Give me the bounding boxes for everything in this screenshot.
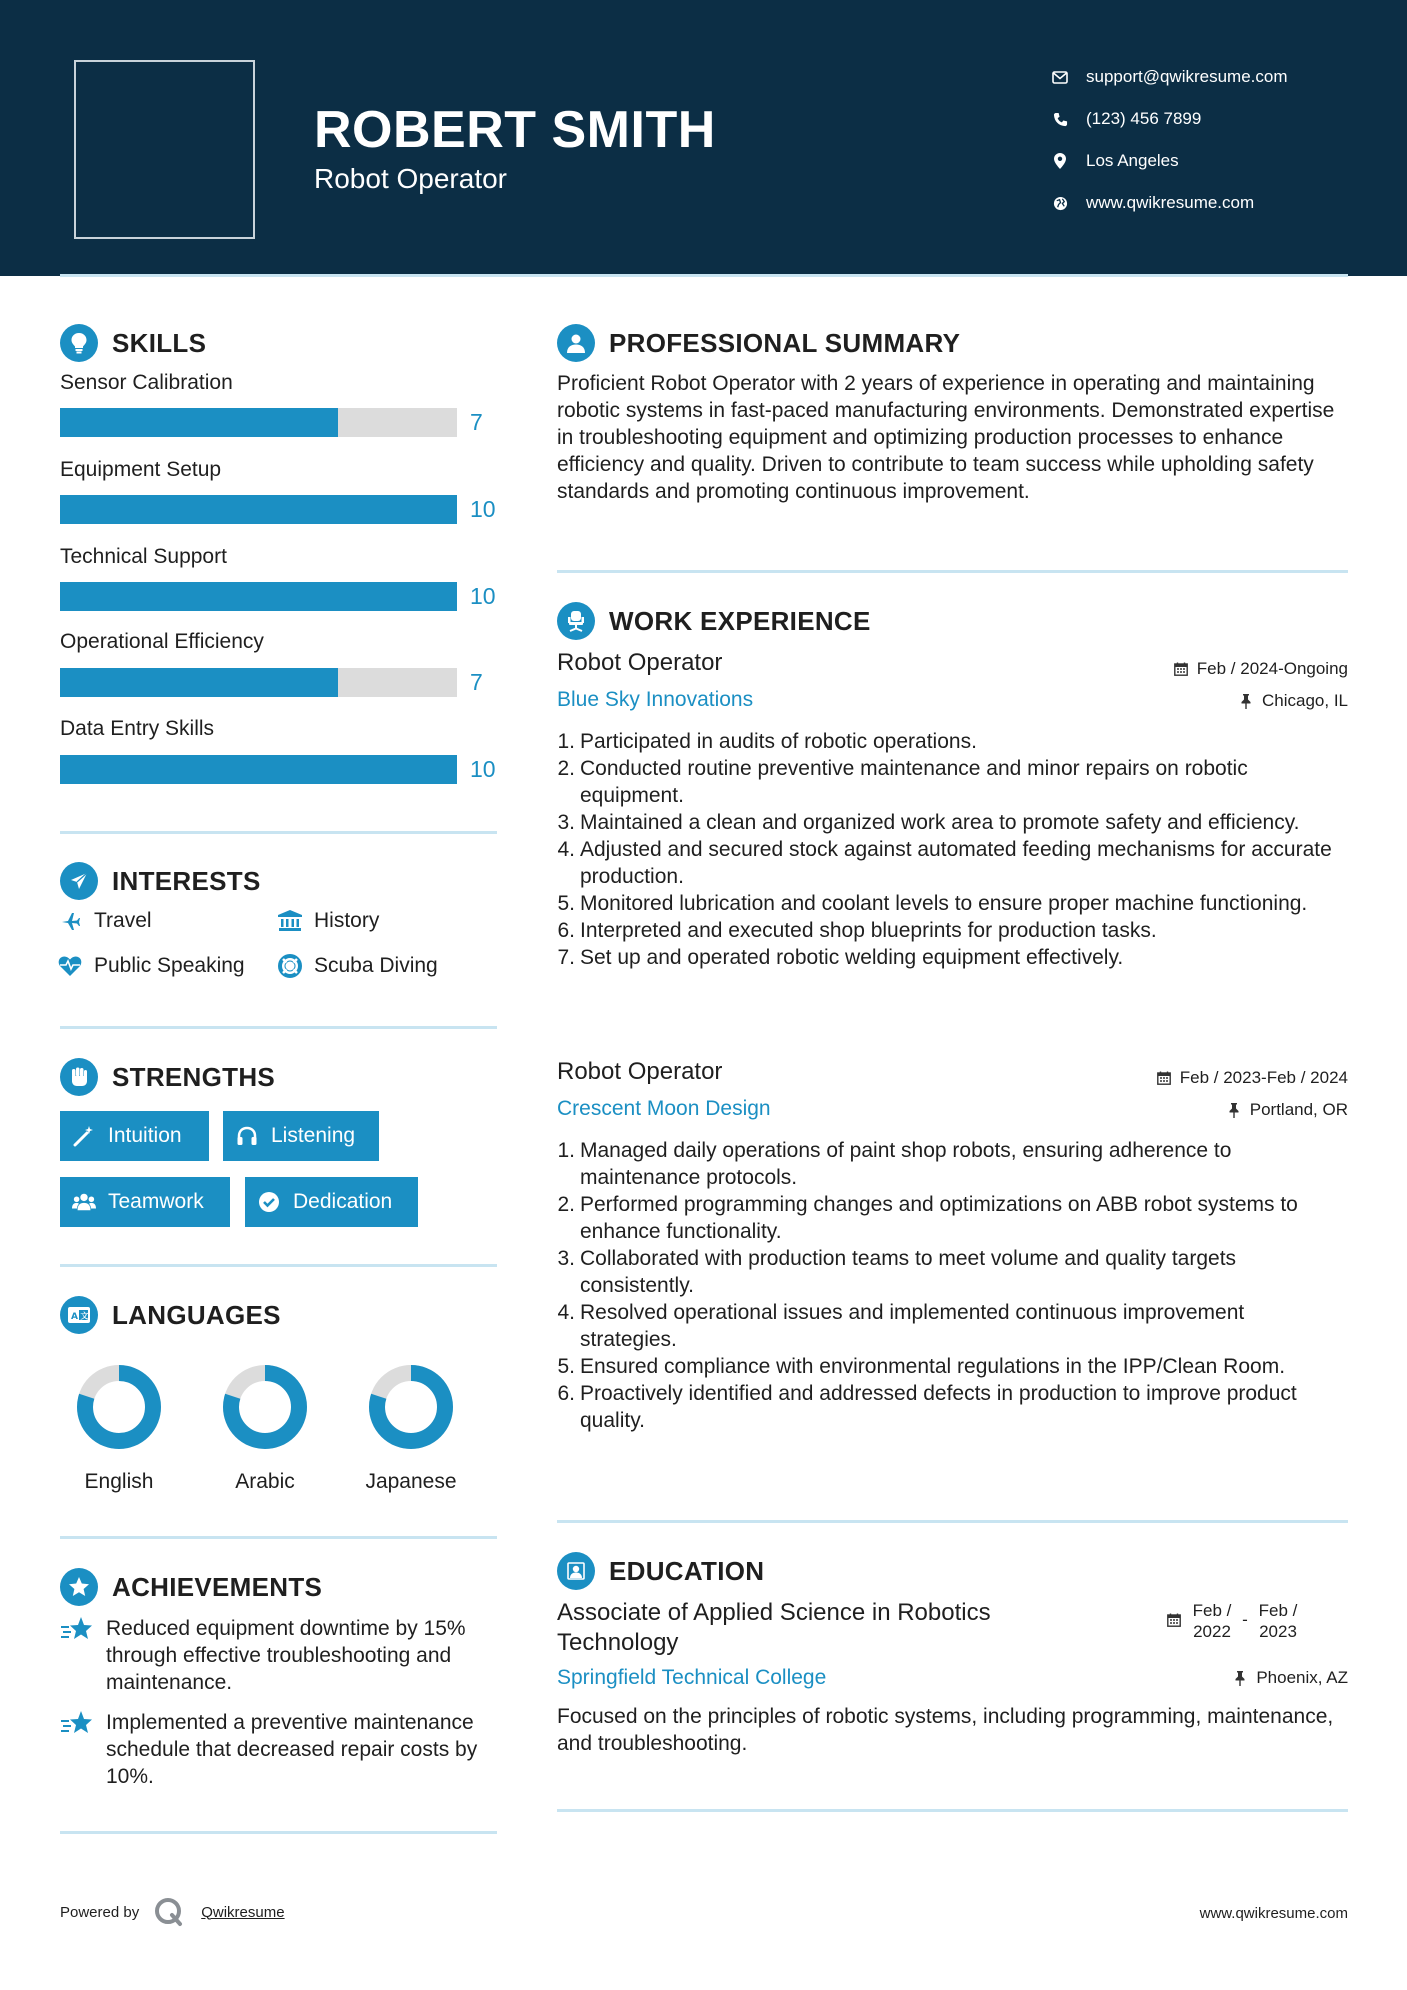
list-item: 5. Monitored lubrication and coolant levels to ensure proper machine functioning. xyxy=(557,892,1308,915)
education-date xyxy=(1166,1600,1300,1642)
resume-header xyxy=(0,0,1407,276)
summary-text: Proficient Robot Operator with 2 years of experience in operating and maintaining robotic systems in fast-paced manufacturing environments. Demonstrated expertise in troubleshooting equipment and optimizing production processes to enhance efficiency and quality. Driven to contribute to team success while upholding safety standards and promoting continuous improvement. xyxy=(557,372,1335,503)
achievement-item xyxy=(60,1615,490,1696)
list-item: 5. Ensured compliance with environmental regulations in the IPP/Clean Room. xyxy=(557,1355,1286,1378)
plane-icon xyxy=(58,909,82,933)
paper-plane-icon xyxy=(60,862,98,900)
strength-label: Dedication xyxy=(293,1190,393,1213)
strength-tag xyxy=(60,1111,209,1161)
date-separator: - xyxy=(1242,1610,1248,1629)
section-divider xyxy=(60,1026,497,1029)
skill-label: Data Entry Skills xyxy=(60,717,215,740)
achievement-text: Implemented a preventive maintenance schedule that decreased repair costs by 10%. xyxy=(106,1711,478,1788)
lightbulb-icon xyxy=(60,324,98,362)
calendar-icon xyxy=(1166,1612,1182,1628)
skill-value: 10 xyxy=(470,583,496,609)
svg-text:A: A xyxy=(71,1312,78,1322)
skill-bar-fill xyxy=(60,582,457,611)
duty-text: Proactively identified and addressed defects in production to improve product quality. xyxy=(580,1382,1297,1432)
skill-value: 7 xyxy=(470,669,483,695)
achievement-text: Reduced equipment downtime by 15% through effective troubleshooting and maintenance. xyxy=(106,1617,466,1694)
skill-bar-fill xyxy=(60,495,457,524)
job-duties-list xyxy=(551,1137,1346,1434)
candidate-name: ROBERT SMITH xyxy=(314,101,716,159)
contact-website[interactable] xyxy=(1050,182,1288,224)
duty-text: Monitored lubrication and coolant levels to ensure proper machine functioning. xyxy=(580,892,1308,915)
duty-text: Performed programming changes and optimizations on ABB robot systems to enhance functionality. xyxy=(580,1193,1298,1243)
contact-location xyxy=(1050,140,1288,182)
interests-title: INTERESTS xyxy=(112,865,261,896)
achievement-item xyxy=(60,1709,490,1790)
skill-bar-fill xyxy=(60,755,457,784)
contact-email[interactable] xyxy=(1050,56,1288,98)
job-date xyxy=(1173,659,1348,679)
list-item: 4. Adjusted and secured stock against automated feeding mechanisms for accurate production. xyxy=(551,836,1346,890)
job-location xyxy=(1226,1100,1348,1120)
language-icon xyxy=(60,1296,98,1334)
calendar-icon xyxy=(1156,1070,1172,1086)
achievements-heading xyxy=(60,1568,322,1606)
interest-item xyxy=(278,909,379,933)
education-location xyxy=(1232,1668,1348,1688)
list-item: 6. Interpreted and executed shop blueprints for production tasks. xyxy=(557,919,1157,942)
skill-label: Operational Efficiency xyxy=(60,630,264,653)
interest-label: Public Speaking xyxy=(94,954,245,977)
brand-link[interactable]: Qwikresume xyxy=(201,1903,285,1921)
duty-text: Set up and operated robotic welding equipment effectively. xyxy=(580,946,1124,969)
skills-title: SKILLS xyxy=(112,327,207,358)
contact-info xyxy=(1050,56,1288,224)
calendar-icon xyxy=(1173,661,1189,677)
skill-value: 10 xyxy=(470,496,496,522)
section-divider xyxy=(557,1809,1348,1812)
section-divider xyxy=(60,1536,497,1539)
job-date-text: Feb / 2023-Feb / 2024 xyxy=(1179,1068,1348,1087)
job-location xyxy=(1238,691,1348,711)
contact-location-text: Los Angeles xyxy=(1086,151,1179,170)
skill-label: Sensor Calibration xyxy=(60,371,233,394)
strength-label: Listening xyxy=(271,1124,356,1147)
languages-title: LANGUAGES xyxy=(112,1299,281,1330)
language-item xyxy=(64,1362,174,1494)
interest-label: Scuba Diving xyxy=(314,954,438,977)
header-divider xyxy=(60,274,1348,277)
interests-heading xyxy=(60,862,261,900)
section-divider xyxy=(557,1520,1348,1523)
education-location-text: Phoenix, AZ xyxy=(1256,1668,1348,1687)
list-item: 2. Performed programming changes and optimizations on ABB robot systems to enhance functionality. xyxy=(551,1191,1346,1245)
experience-heading xyxy=(557,602,871,640)
pushpin-icon xyxy=(1238,693,1254,709)
section-divider xyxy=(60,1264,497,1267)
education-heading xyxy=(557,1552,764,1590)
job-date xyxy=(1156,1068,1348,1088)
duty-text: Resolved operational issues and implemented continuous improvement strategies. xyxy=(580,1301,1245,1351)
heartbeat-icon xyxy=(58,954,82,978)
job-date-text: Feb / 2024-Ongoing xyxy=(1196,659,1348,678)
languages-heading xyxy=(60,1296,281,1334)
summary-heading xyxy=(557,324,960,362)
phone-icon xyxy=(1050,109,1070,129)
summary-title: PROFESSIONAL SUMMARY xyxy=(609,327,961,358)
contact-email-text: support@qwikresume.com xyxy=(1086,67,1288,86)
language-donut xyxy=(220,1362,310,1452)
skill-bar-fill xyxy=(60,408,338,437)
duty-text: Managed daily operations of paint shop robots, ensuring adherence to maintenance protocols. xyxy=(580,1139,1232,1189)
interest-item xyxy=(58,954,245,978)
skills-heading xyxy=(60,324,206,362)
svg-text:文: 文 xyxy=(80,1311,89,1321)
section-divider xyxy=(60,1831,497,1834)
duty-text: Participated in audits of robotic operations. xyxy=(580,730,977,753)
check-circle-icon xyxy=(257,1190,281,1214)
education-degree: Associate of Applied Science in Robotics Technology xyxy=(557,1599,991,1656)
list-item: 6. Proactively identified and addressed defects in production to improve product quality. xyxy=(551,1380,1346,1434)
office-chair-icon xyxy=(557,602,595,640)
qwikresume-logo-icon xyxy=(153,1896,185,1928)
education-school: Springfield Technical College xyxy=(557,1666,827,1689)
fist-icon xyxy=(60,1058,98,1096)
language-label: Arabic xyxy=(235,1470,295,1493)
footer-branding xyxy=(60,1896,285,1928)
list-item: 2. Conducted routine preventive maintenance and minor repairs on robotic equipment. xyxy=(551,755,1346,809)
pushpin-icon xyxy=(1226,1102,1242,1118)
magic-wand-icon xyxy=(72,1124,96,1148)
list-item: 4. Resolved operational issues and implemented continuous improvement strategies. xyxy=(551,1299,1346,1353)
job-company: Crescent Moon Design xyxy=(557,1097,771,1120)
skill-bar xyxy=(60,495,457,524)
language-label: English xyxy=(84,1470,154,1493)
star-icon xyxy=(60,1615,94,1645)
section-divider xyxy=(557,570,1348,573)
strength-label: Teamwork xyxy=(108,1190,204,1213)
location-pin-icon xyxy=(1050,151,1070,171)
skill-bar xyxy=(60,668,457,697)
job-title: Robot Operator xyxy=(557,649,723,676)
language-label: Japanese xyxy=(365,1470,457,1493)
museum-icon xyxy=(278,909,302,933)
skill-value: 7 xyxy=(470,409,483,435)
job-company: Blue Sky Innovations xyxy=(557,688,754,711)
life-ring-icon xyxy=(278,954,302,978)
education-description: Focused on the principles of robotic systems, including programming, maintenance, and troubleshooting. xyxy=(557,1705,1334,1755)
duty-text: Interpreted and executed shop blueprints for production tasks. xyxy=(580,919,1157,942)
duty-text: Maintained a clean and organized work area to promote safety and efficiency. xyxy=(580,811,1300,834)
list-item: 1. Managed daily operations of paint shop robots, ensuring adherence to maintenance protocols. xyxy=(551,1137,1346,1191)
education-date-end: Feb / 2023 xyxy=(1258,1601,1298,1641)
job-duties-list xyxy=(551,728,1346,971)
education-date-start: Feb / 2022 xyxy=(1192,1601,1232,1641)
section-divider xyxy=(60,831,497,834)
user-icon xyxy=(557,324,595,362)
strength-label: Intuition xyxy=(108,1124,182,1147)
graduate-icon xyxy=(557,1552,595,1590)
interest-label: Travel xyxy=(94,909,152,932)
language-item xyxy=(356,1362,466,1494)
duty-text: Collaborated with production teams to meet volume and quality targets consistently. xyxy=(580,1247,1237,1297)
skill-bar-fill xyxy=(60,668,338,697)
job-location-text: Chicago, IL xyxy=(1262,691,1348,710)
strength-tag xyxy=(245,1177,418,1227)
interest-item xyxy=(58,909,152,933)
powered-by-text: Powered by xyxy=(60,1903,140,1921)
strengths-title: STRENGTHS xyxy=(112,1061,276,1092)
job-location-text: Portland, OR xyxy=(1249,1100,1348,1119)
language-donut xyxy=(366,1362,456,1452)
globe-icon xyxy=(1050,193,1070,213)
skill-bar xyxy=(60,755,457,784)
duty-text: Conducted routine preventive maintenance and minor repairs on robotic equipment. xyxy=(580,757,1248,807)
job-title: Robot Operator xyxy=(557,1058,723,1085)
strength-tag xyxy=(223,1111,379,1161)
pushpin-icon xyxy=(1232,1670,1248,1686)
candidate-role: Robot Operator xyxy=(314,163,507,194)
list-item: 3. Maintained a clean and organized work area to promote safety and efficiency. xyxy=(557,811,1300,834)
strength-tag xyxy=(60,1177,230,1227)
experience-title: WORK EXPERIENCE xyxy=(609,605,871,636)
education-title: EDUCATION xyxy=(609,1555,765,1586)
duty-text: Adjusted and secured stock against automated feeding mechanisms for accurate production. xyxy=(580,838,1332,888)
contact-phone[interactable] xyxy=(1050,98,1288,140)
profile-photo-placeholder xyxy=(74,60,255,239)
footer-website[interactable]: www.qwikresume.com xyxy=(1199,1905,1348,1922)
contact-phone-text: (123) 456 7899 xyxy=(1086,109,1202,128)
language-donut xyxy=(74,1362,164,1452)
mail-icon xyxy=(1050,67,1070,87)
language-item xyxy=(210,1362,320,1494)
achievements-title: ACHIEVEMENTS xyxy=(112,1571,323,1602)
skill-bar xyxy=(60,582,457,611)
contact-website-text: www.qwikresume.com xyxy=(1086,193,1255,212)
headphones-icon xyxy=(235,1124,259,1148)
list-item: 7. Set up and operated robotic welding equipment effectively. xyxy=(557,946,1124,969)
strengths-heading xyxy=(60,1058,275,1096)
skill-value: 10 xyxy=(470,756,496,782)
users-icon xyxy=(72,1190,96,1214)
skill-bar xyxy=(60,408,457,437)
list-item: 3. Collaborated with production teams to meet volume and quality targets consistently. xyxy=(551,1245,1346,1299)
list-item: 1. Participated in audits of robotic operations. xyxy=(557,730,977,753)
star-badge-icon xyxy=(60,1568,98,1606)
star-icon xyxy=(60,1709,94,1739)
interest-item xyxy=(278,954,438,978)
interest-label: History xyxy=(314,909,380,932)
duty-text: Ensured compliance with environmental regulations in the IPP/Clean Room. xyxy=(580,1355,1286,1378)
skill-label: Technical Support xyxy=(60,545,227,568)
skill-label: Equipment Setup xyxy=(60,458,222,481)
